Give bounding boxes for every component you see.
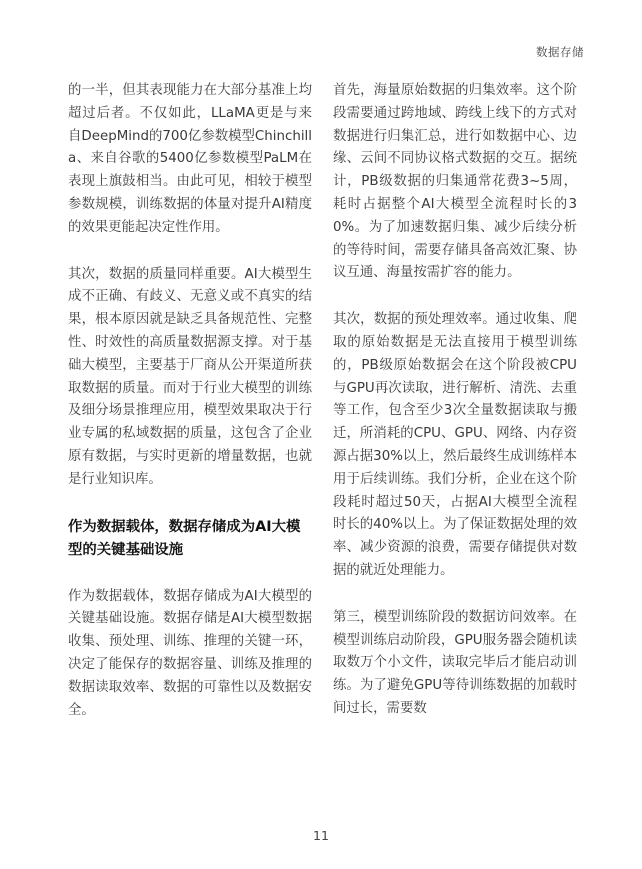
page-number: 11	[313, 828, 329, 843]
left-column	[68, 80, 312, 746]
right-column	[333, 80, 577, 745]
left-paragraph-data-volume: 的一半，但其表现能力在大部分基准上均超过后者。不仅如此，LLaMA更是与来自DeepMind的700亿参数模型Chinchilla、来自谷歌的5400亿参数模型PaLM在表现上旗鼓相当。由此可见，相较于模型参数规模，训练数据的体量对提升AI精度的效果更能起决定性作用。	[68, 83, 312, 235]
running-header: 数据存储	[536, 45, 584, 59]
right-paragraph-training-access-efficiency: 第三，模型训练阶段的数据访问效率。在模型训练启动阶段，GPU服务器会随机读取数万个小文件，读取完毕后才能启动训练。为了避免GPU等待训练数据的加载时间过长，需要数	[333, 609, 577, 716]
section-heading: 作为数据载体，数据存储成为AI大模型的关键基础设施	[68, 518, 301, 558]
left-paragraph-data-quality: 其次，数据的质量同样重要。AI大模型生成不正确、有歧义、无意义或不真实的结果，根本原因就是缺乏具备规范性、完整性、时效性的高质量数据源支撑。对于基础大模型，主要基于厂商从公开渠道所获取数据的质量。而对于行业大模型的训练及细分场景推理应用，模型效果取决于行业专属的私域数据的质量，这包含了企业原有数据，与实时更新的增量数据，也就是行业知识库。	[68, 266, 312, 487]
right-paragraph-preprocessing-efficiency: 其次，数据的预处理效率。通过收集、爬取的原始数据是无法直接用于模型训练的，PB级原始数据会在这个阶段被CPU与GPU再次读取，进行解析、清洗、去重等工作，包含至少3次全量数据读取与搬迁，所消耗的CPU、GPU、网络、内存资源占据30%以上，然后最终生成训练样本用于后续训练。我们分析，企业在这个阶段耗时超过50天，占据AI大模型全流程时长的40%以上。为了保证数据处理的效率、减少资源的浪费，需要存储提供对数据的就近处理能力。	[333, 312, 578, 578]
right-paragraph-collection-efficiency: 首先，海量原始数据的归集效率。这个阶段需要通过跨地域、跨线上线下的方式对数据进行归集汇总，进行如数据中心、边缘、云间不同协议格式数据的交互。据统计，PB级数据的归集通常花费3~5周，耗时占据整个AI大模型全流程时长的30%。为了加速数据归集、减少后续分析的等待时间，需要存储具备高效汇聚、协议互通、海量按需扩容的能力。	[333, 83, 577, 281]
left-paragraph-storage-infrastructure: 作为数据载体，数据存储成为AI大模型的关键基础设施。数据存储是AI大模型数据收集、预处理、训练、推理的关键一环，决定了能保存的数据容量、训练及推理的数据读取效率、数据的可靠性以及数据安全。	[68, 588, 312, 718]
